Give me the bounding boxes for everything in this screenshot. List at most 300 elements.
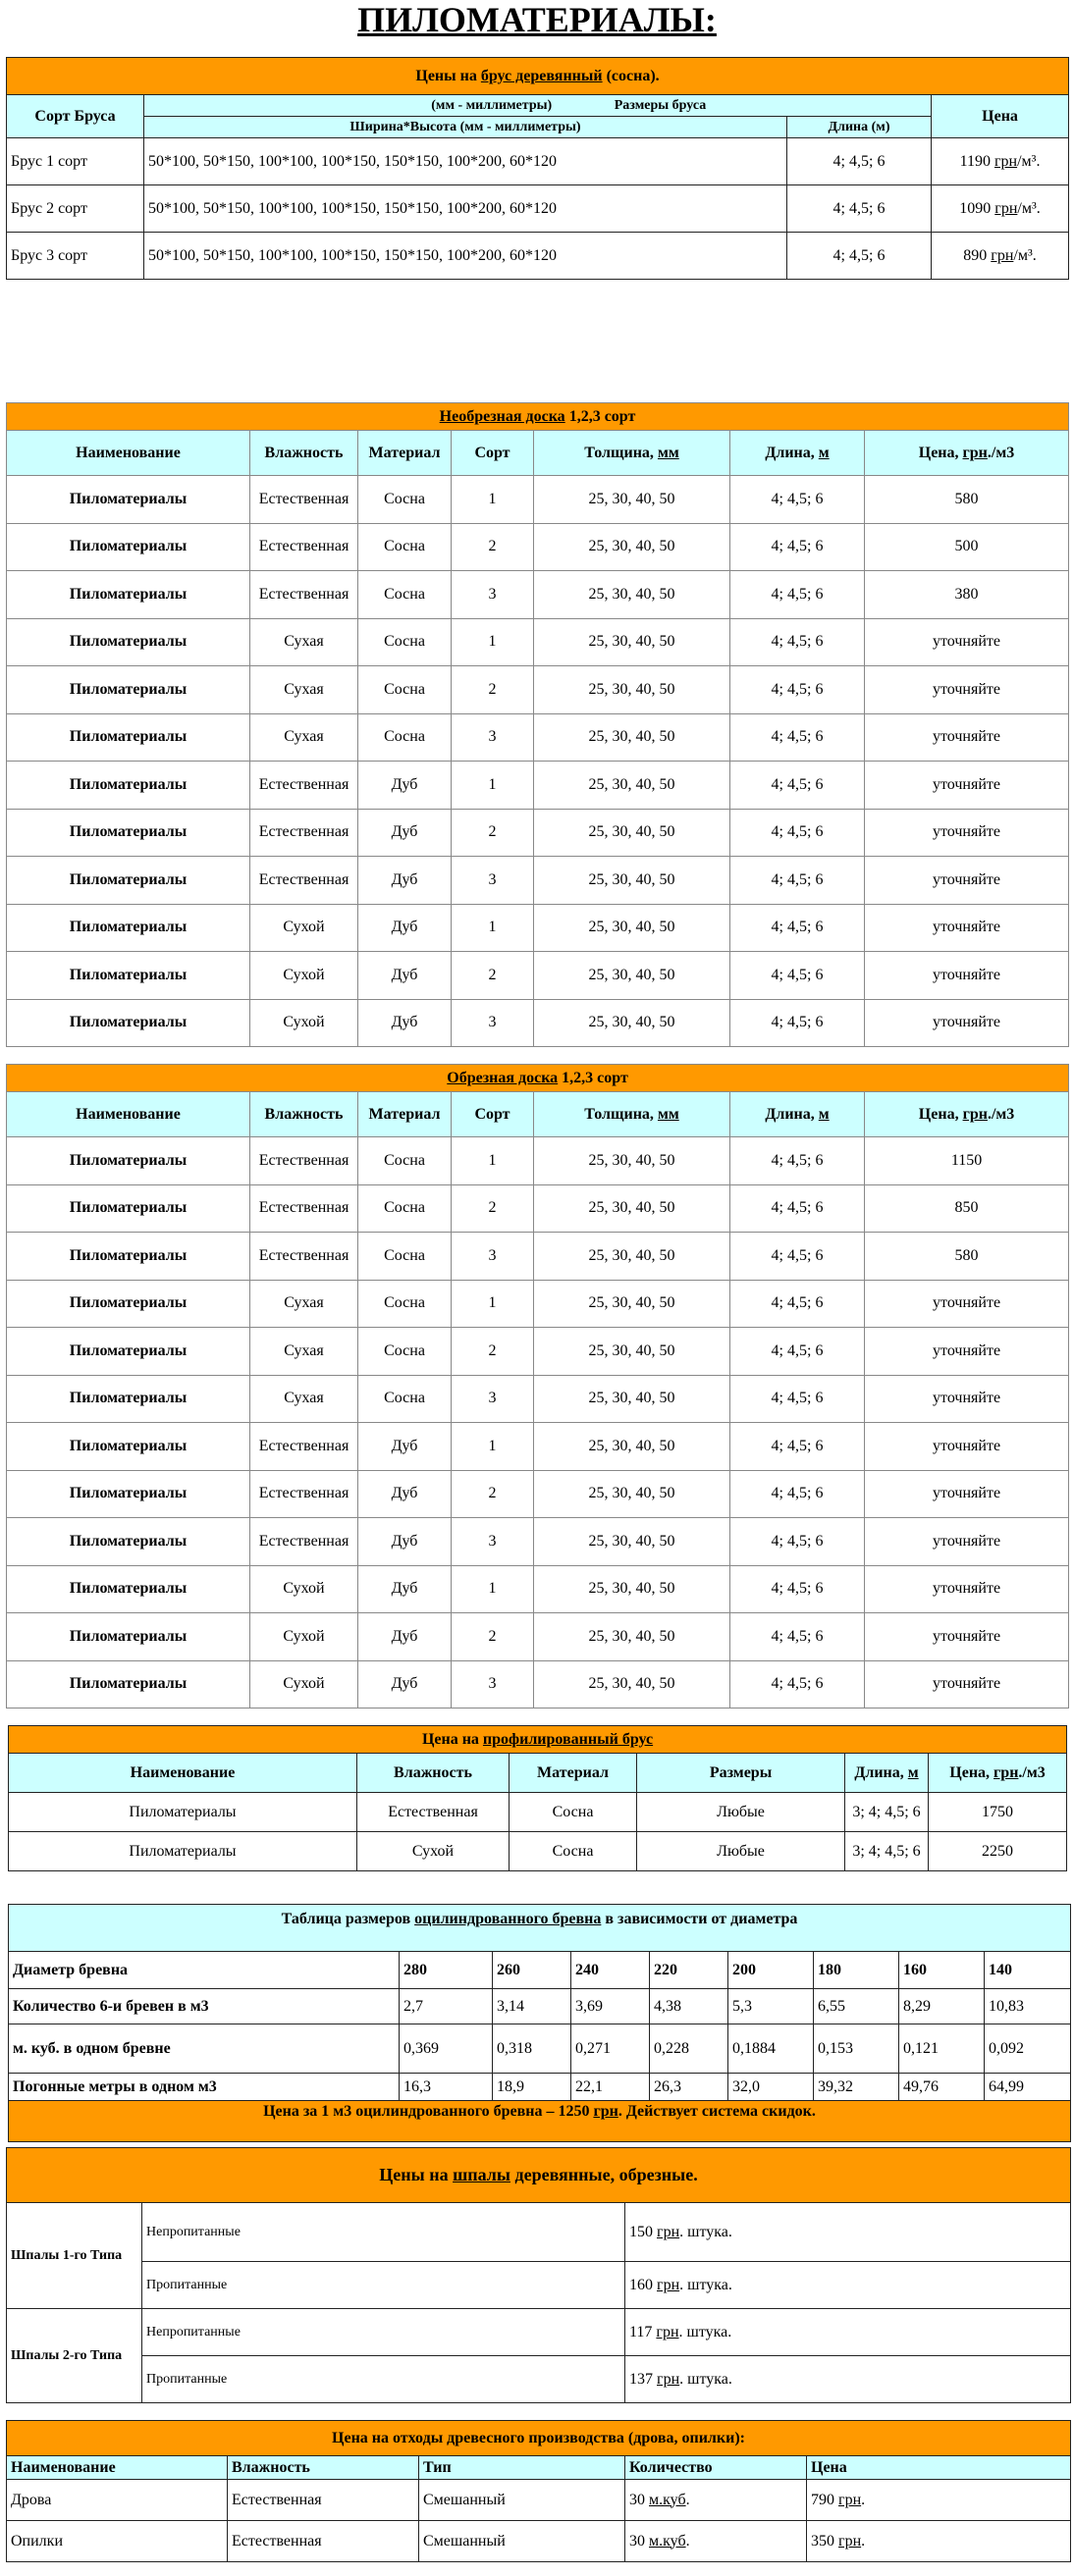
unedged-board-table xyxy=(6,402,1069,1047)
value-cell: 0,318 xyxy=(493,2024,571,2074)
table-row xyxy=(7,1613,1069,1661)
timber-price-table xyxy=(6,57,1069,280)
name-cell: Опилки xyxy=(7,2521,228,2562)
name-cell: Пиломатериалы xyxy=(7,713,250,762)
length-cell: 4; 4,5; 6 xyxy=(730,666,865,714)
table-row xyxy=(7,233,1069,280)
sort-cell: 3 xyxy=(452,999,534,1047)
length-cell: 4; 4,5; 6 xyxy=(730,952,865,1000)
sort-cell: 2 xyxy=(452,666,534,714)
value-cell: 39,32 xyxy=(814,2074,899,2101)
header-length: Длина, м xyxy=(730,431,865,476)
header-material: Материал xyxy=(358,431,452,476)
table-row xyxy=(7,2521,1071,2562)
waste-caption: Цена на отходы древесного производства (дрова, опилки): xyxy=(7,2421,1071,2456)
price-cell: уточняйте xyxy=(865,809,1069,857)
diameter-value: 160 xyxy=(899,1952,985,1989)
sort-cell: 2 xyxy=(452,1184,534,1233)
material-cell: Дуб xyxy=(358,904,452,952)
quantity-unit-link[interactable]: м.куб xyxy=(649,2532,686,2550)
header-price-link[interactable]: грн xyxy=(962,444,988,461)
sort-cell: 3 xyxy=(452,1660,534,1709)
length-cell: 4; 4,5; 6 xyxy=(730,1137,865,1185)
price-cell: уточняйте xyxy=(865,1470,1069,1518)
material-cell: Дуб xyxy=(358,1423,452,1471)
humidity-cell: Естественная xyxy=(250,1423,358,1471)
table-row xyxy=(7,1470,1069,1518)
header-name: Наименование xyxy=(7,2456,228,2480)
header-price: Цена, грн./м3 xyxy=(929,1754,1067,1793)
sort-cell: Брус 1 сорт xyxy=(7,138,144,185)
price-cell: 580 xyxy=(865,1233,1069,1281)
humidity-cell: Естественная xyxy=(250,762,358,810)
type-cell: Смешанный xyxy=(419,2521,625,2562)
sleeper-price: 117 грн. штука. xyxy=(625,2309,1071,2356)
length-cell: 4; 4,5; 6 xyxy=(730,1328,865,1376)
edged-caption-link[interactable]: Обрезная доска xyxy=(447,1069,559,1086)
sleeper-type: Шпалы 1-го Типа xyxy=(7,2203,142,2309)
humidity-cell: Сухой xyxy=(250,1565,358,1613)
humidity-cell: Естественная xyxy=(228,2521,419,2562)
sort-cell: 1 xyxy=(452,1137,534,1185)
table-row xyxy=(7,857,1069,905)
length-cell: 4; 4,5; 6 xyxy=(730,571,865,619)
value-cell: 0,228 xyxy=(650,2024,728,2074)
humidity-cell: Естественная xyxy=(250,1137,358,1185)
price-cell: уточняйте xyxy=(865,618,1069,666)
sort-cell: 2 xyxy=(452,952,534,1000)
length-cell: 4; 4,5; 6 xyxy=(730,999,865,1047)
currency-link[interactable]: грн xyxy=(656,2323,679,2340)
header-length-link[interactable]: м xyxy=(818,444,830,461)
sort-cell: 2 xyxy=(452,1470,534,1518)
header-thickness-link[interactable]: мм xyxy=(657,444,679,461)
value-cell: 6,55 xyxy=(814,1989,899,2024)
name-cell: Пиломатериалы xyxy=(9,1793,357,1832)
length-cell: 3; 4; 4,5; 6 xyxy=(845,1832,929,1871)
currency-link[interactable]: грн xyxy=(991,246,1014,264)
thickness-cell: 25, 30, 40, 50 xyxy=(534,1613,730,1661)
humidity-cell: Естественная xyxy=(250,1518,358,1566)
length-cell: 4; 4,5; 6 xyxy=(730,1233,865,1281)
material-cell: Сосна xyxy=(358,666,452,714)
header-price-link[interactable]: грн xyxy=(993,1763,1019,1781)
humidity-cell: Естественная xyxy=(250,571,358,619)
price-cell xyxy=(932,138,1069,185)
table-row xyxy=(7,1565,1069,1613)
thickness-cell: 25, 30, 40, 50 xyxy=(534,1518,730,1566)
diameter-value: 240 xyxy=(571,1952,650,1989)
humidity-cell: Естественная xyxy=(250,809,358,857)
sizes-cell: Любые xyxy=(637,1793,845,1832)
thickness-cell: 25, 30, 40, 50 xyxy=(534,1565,730,1613)
sort-cell: 3 xyxy=(452,1375,534,1423)
sort-cell: 3 xyxy=(452,571,534,619)
edged-caption: Обрезная доска 1,2,3 сорт xyxy=(7,1065,1069,1092)
material-cell: Дуб xyxy=(358,762,452,810)
table-row xyxy=(7,904,1069,952)
header-thickness: Толщина, мм xyxy=(534,431,730,476)
material-cell: Сосна xyxy=(358,571,452,619)
header-thickness: Толщина, мм xyxy=(534,1092,730,1137)
value-cell: 0,369 xyxy=(400,2024,493,2074)
value-cell: 49,76 xyxy=(899,2074,985,2101)
length-cell: 4; 4,5; 6 xyxy=(730,1184,865,1233)
header-length: Длина (м) xyxy=(787,117,932,138)
price-value: 1090 xyxy=(959,199,992,217)
header-sort: Сорт xyxy=(452,1092,534,1137)
currency-link[interactable]: грн xyxy=(838,2532,862,2550)
name-cell: Пиломатериалы xyxy=(7,1328,250,1376)
length-cell: 4; 4,5; 6 xyxy=(730,1280,865,1328)
diameter-value: 140 xyxy=(985,1952,1071,1989)
page-title: ПИЛОМАТЕРИАЛЫ: xyxy=(357,0,717,39)
sizes-cell: 50*100, 50*150, 100*100, 100*150, 150*150, 100*200, 60*120 xyxy=(144,138,787,185)
thickness-cell: 25, 30, 40, 50 xyxy=(534,1660,730,1709)
header-length-link[interactable]: м xyxy=(907,1763,919,1781)
sort-cell: 3 xyxy=(452,857,534,905)
table-row xyxy=(7,952,1069,1000)
unit-suffix: /м³. xyxy=(1013,246,1037,264)
header-price: Цена xyxy=(932,95,1069,138)
thickness-cell: 25, 30, 40, 50 xyxy=(534,999,730,1047)
table-row xyxy=(7,1375,1069,1423)
timber-caption-link[interactable]: брус деревянный xyxy=(480,67,603,84)
price-cell: уточняйте xyxy=(865,713,1069,762)
price-cell: уточняйте xyxy=(865,1280,1069,1328)
table-row xyxy=(7,2309,1071,2356)
thickness-cell: 25, 30, 40, 50 xyxy=(534,618,730,666)
sizes-cell: Любые xyxy=(637,1832,845,1871)
table-row xyxy=(7,666,1069,714)
name-cell: Пиломатериалы xyxy=(7,666,250,714)
table-row xyxy=(9,1793,1067,1832)
header-length-link[interactable]: м xyxy=(818,1105,830,1123)
material-cell: Сосна xyxy=(358,618,452,666)
price-cell: уточняйте xyxy=(865,1518,1069,1566)
sleeper-price: 160 грн. штука. xyxy=(625,2262,1071,2309)
material-cell: Сосна xyxy=(358,523,452,571)
header-sizes: (мм - миллиметры) Размеры бруса xyxy=(144,95,932,117)
price-cell: 850 xyxy=(865,1184,1069,1233)
price-cell: уточняйте xyxy=(865,1423,1069,1471)
header-price-link[interactable]: грн xyxy=(962,1105,988,1123)
header-price: Цена, грн./м3 xyxy=(865,431,1069,476)
type-cell: Смешанный xyxy=(419,2480,625,2521)
table-row xyxy=(7,618,1069,666)
humidity-cell: Сухой xyxy=(250,1660,358,1709)
humidity-cell: Естественная xyxy=(250,1184,358,1233)
header-humidity: Влажность xyxy=(250,431,358,476)
thickness-cell: 25, 30, 40, 50 xyxy=(534,857,730,905)
header-sort: Сорт Бруса xyxy=(7,95,144,138)
name-cell: Дрова xyxy=(7,2480,228,2521)
price-cell: уточняйте xyxy=(865,1328,1069,1376)
currency-link[interactable]: грн xyxy=(657,2223,680,2240)
material-cell: Дуб xyxy=(358,952,452,1000)
material-cell: Дуб xyxy=(358,999,452,1047)
value-cell: 4,38 xyxy=(650,1989,728,2024)
length-cell: 4; 4,5; 6 xyxy=(730,1565,865,1613)
value-cell: 16,3 xyxy=(400,2074,493,2101)
currency-link[interactable]: грн xyxy=(838,2491,862,2508)
sort-cell: 1 xyxy=(452,1423,534,1471)
thickness-cell: 25, 30, 40, 50 xyxy=(534,1328,730,1376)
price-value: 1190 xyxy=(959,152,991,170)
sort-cell: 3 xyxy=(452,713,534,762)
header-humidity: Влажность xyxy=(357,1754,510,1793)
sort-cell: 1 xyxy=(452,1280,534,1328)
sleepers-caption-link[interactable]: шпалы xyxy=(453,2165,510,2184)
price-cell: уточняйте xyxy=(865,1613,1069,1661)
material-cell: Сосна xyxy=(510,1793,637,1832)
name-cell: Пиломатериалы xyxy=(7,571,250,619)
value-cell: 18,9 xyxy=(493,2074,571,2101)
diameter-value: 220 xyxy=(650,1952,728,1989)
value-cell: 0,271 xyxy=(571,2024,650,2074)
length-cell: 4; 4,5; 6 xyxy=(787,138,932,185)
table-row xyxy=(9,2074,1071,2101)
thickness-cell: 25, 30, 40, 50 xyxy=(534,1470,730,1518)
currency-link[interactable]: грн xyxy=(994,199,1018,217)
length-cell: 4; 4,5; 6 xyxy=(730,1613,865,1661)
quantity-cell: 30 м.куб. xyxy=(625,2521,807,2562)
sizes-cell: 50*100, 50*150, 100*100, 100*150, 150*150, 100*200, 60*120 xyxy=(144,233,787,280)
table-row xyxy=(7,2480,1071,2521)
humidity-cell: Естественная xyxy=(250,857,358,905)
material-cell: Сосна xyxy=(358,476,452,524)
material-cell: Сосна xyxy=(358,1137,452,1185)
humidity-cell: Сухая xyxy=(250,1328,358,1376)
value-cell: 10,83 xyxy=(985,1989,1071,2024)
price-cell: 2250 xyxy=(929,1832,1067,1871)
sort-cell: 2 xyxy=(452,1328,534,1376)
quantity-unit-link[interactable]: м.куб xyxy=(649,2491,686,2508)
log-caption: Таблица размеров оцилиндрованного бревна в зависимости от диаметра xyxy=(9,1905,1071,1952)
table-row xyxy=(7,1280,1069,1328)
material-cell: Сосна xyxy=(358,1280,452,1328)
thickness-cell: 25, 30, 40, 50 xyxy=(534,1280,730,1328)
name-cell: Пиломатериалы xyxy=(7,476,250,524)
diameter-value: 280 xyxy=(400,1952,493,1989)
header-sizes: Размеры xyxy=(637,1754,845,1793)
length-cell: 4; 4,5; 6 xyxy=(787,185,932,233)
row-label: Количество 6-и бревен в м3 xyxy=(9,1989,400,2024)
table-row xyxy=(7,2356,1071,2403)
sort-cell: 1 xyxy=(452,618,534,666)
thickness-cell: 25, 30, 40, 50 xyxy=(534,1184,730,1233)
thickness-cell: 25, 30, 40, 50 xyxy=(534,904,730,952)
sort-cell: 2 xyxy=(452,523,534,571)
timber-caption: Цены на брус деревянный (сосна). xyxy=(7,58,1069,95)
diameter-value: 260 xyxy=(493,1952,571,1989)
table-row xyxy=(9,2024,1071,2074)
length-cell: 4; 4,5; 6 xyxy=(730,809,865,857)
header-thickness-link[interactable]: мм xyxy=(657,1105,679,1123)
name-cell: Пиломатериалы xyxy=(7,999,250,1047)
value-cell: 3,14 xyxy=(493,1989,571,2024)
sort-cell: 1 xyxy=(452,1565,534,1613)
humidity-cell: Естественная xyxy=(250,1233,358,1281)
name-cell: Пиломатериалы xyxy=(7,1233,250,1281)
diameter-label: Диаметр бревна xyxy=(9,1952,400,1989)
value-cell: 0,092 xyxy=(985,2024,1071,2074)
price-cell: уточняйте xyxy=(865,857,1069,905)
length-cell: 4; 4,5; 6 xyxy=(730,857,865,905)
thickness-cell: 25, 30, 40, 50 xyxy=(534,666,730,714)
diameter-value: 200 xyxy=(728,1952,814,1989)
humidity-cell: Сухой xyxy=(250,904,358,952)
header-humidity: Влажность xyxy=(250,1092,358,1137)
sort-cell: 1 xyxy=(452,904,534,952)
price-cell: 380 xyxy=(865,571,1069,619)
price-cell: 350 грн. xyxy=(807,2521,1071,2562)
diameter-value: 180 xyxy=(814,1952,899,1989)
sizes-cell: 50*100, 50*150, 100*100, 100*150, 150*150, 100*200, 60*120 xyxy=(144,185,787,233)
table-row xyxy=(7,185,1069,233)
material-cell: Дуб xyxy=(358,1518,452,1566)
profiled-brus-table xyxy=(8,1725,1067,1871)
unit-suffix: /м³. xyxy=(1017,152,1041,170)
header-quantity: Количество xyxy=(625,2456,807,2480)
material-cell: Дуб xyxy=(358,857,452,905)
table-row xyxy=(7,1423,1069,1471)
length-cell: 4; 4,5; 6 xyxy=(730,904,865,952)
table-row xyxy=(7,1328,1069,1376)
humidity-cell: Естественная xyxy=(250,523,358,571)
quantity-cell: 30 м.куб. xyxy=(625,2480,807,2521)
log-price-note: Цена за 1 м3 оцилиндрованного бревна – 1250 грн. Действует система скидок. xyxy=(9,2101,1071,2142)
material-cell: Дуб xyxy=(358,1470,452,1518)
thickness-cell: 25, 30, 40, 50 xyxy=(534,476,730,524)
value-cell: 0,1884 xyxy=(728,2024,814,2074)
profiled-caption-link[interactable]: профилированный брус xyxy=(482,1730,654,1748)
length-cell: 4; 4,5; 6 xyxy=(730,523,865,571)
profiled-header-row xyxy=(9,1754,1067,1793)
name-cell: Пиломатериалы xyxy=(7,1613,250,1661)
value-cell: 26,3 xyxy=(650,2074,728,2101)
log-caption-link[interactable]: оцилиндрованного бревна xyxy=(414,1911,602,1927)
name-cell: Пиломатериалы xyxy=(7,857,250,905)
sleeper-treatment: Пропитанные xyxy=(142,2356,625,2403)
thickness-cell: 25, 30, 40, 50 xyxy=(534,809,730,857)
unedged-caption: Необрезная доска 1,2,3 сорт xyxy=(7,403,1069,431)
name-cell: Пиломатериалы xyxy=(7,1470,250,1518)
sort-cell: 1 xyxy=(452,762,534,810)
sort-cell: 2 xyxy=(452,1613,534,1661)
material-cell: Дуб xyxy=(358,1613,452,1661)
sort-cell: 3 xyxy=(452,1233,534,1281)
price-cell: уточняйте xyxy=(865,666,1069,714)
header-width-height: Ширина*Высота (мм - миллиметры) xyxy=(144,117,787,138)
name-cell: Пиломатериалы xyxy=(7,523,250,571)
price-cell: уточняйте xyxy=(865,1375,1069,1423)
waste-table xyxy=(6,2420,1071,2562)
table-row xyxy=(7,476,1069,524)
table-caption-row xyxy=(7,58,1069,95)
thickness-cell: 25, 30, 40, 50 xyxy=(534,762,730,810)
material-cell: Сосна xyxy=(358,1375,452,1423)
length-cell: 4; 4,5; 6 xyxy=(730,1470,865,1518)
humidity-cell: Сухая xyxy=(250,1375,358,1423)
header-price: Цена xyxy=(807,2456,1071,2480)
table-row xyxy=(7,809,1069,857)
length-cell: 4; 4,5; 6 xyxy=(730,618,865,666)
currency-link[interactable]: грн xyxy=(657,2370,680,2388)
sleeper-treatment: Пропитанные xyxy=(142,2262,625,2309)
table-row xyxy=(7,762,1069,810)
header-length: Длина, м xyxy=(730,1092,865,1137)
value-cell: 0,153 xyxy=(814,2024,899,2074)
humidity-cell: Естественная xyxy=(250,1470,358,1518)
sort-cell: 3 xyxy=(452,1518,534,1566)
table-row xyxy=(9,1989,1071,2024)
sort-cell: 2 xyxy=(452,809,534,857)
header-sort: Сорт xyxy=(452,431,534,476)
unedged-caption-link[interactable]: Необрезная доска xyxy=(439,407,565,425)
sort-cell: 1 xyxy=(452,476,534,524)
header-price: Цена, грн./м3 xyxy=(865,1092,1069,1137)
price-cell: уточняйте xyxy=(865,1660,1069,1709)
value-cell: 8,29 xyxy=(899,1989,985,2024)
humidity-cell: Сухой xyxy=(250,1613,358,1661)
row-label: м. куб. в одном бревне xyxy=(9,2024,400,2074)
sleeper-treatment: Непропитанные xyxy=(142,2203,625,2262)
length-cell: 4; 4,5; 6 xyxy=(730,1660,865,1709)
table-row xyxy=(7,1184,1069,1233)
length-cell: 3; 4; 4,5; 6 xyxy=(845,1793,929,1832)
humidity-cell: Естественная xyxy=(250,476,358,524)
material-cell: Дуб xyxy=(358,809,452,857)
humidity-cell: Сухая xyxy=(250,666,358,714)
humidity-cell: Сухой xyxy=(250,999,358,1047)
header-type: Тип xyxy=(419,2456,625,2480)
table-row xyxy=(7,1137,1069,1185)
name-cell: Пиломатериалы xyxy=(9,1832,357,1871)
header-name: Наименование xyxy=(9,1754,357,1793)
name-cell: Пиломатериалы xyxy=(7,1518,250,1566)
material-cell: Сосна xyxy=(358,1233,452,1281)
sleeper-price: 137 грн. штука. xyxy=(625,2356,1071,2403)
currency-link[interactable]: грн xyxy=(657,2276,680,2293)
sleepers-table xyxy=(6,2147,1071,2403)
length-cell: 4; 4,5; 6 xyxy=(730,1423,865,1471)
table-row xyxy=(7,1660,1069,1709)
price-cell: 790 грн. xyxy=(807,2480,1071,2521)
header-length: Длина, м xyxy=(845,1754,929,1793)
header-name: Наименование xyxy=(7,431,250,476)
sleeper-treatment: Непропитанные xyxy=(142,2309,625,2356)
price-value: 890 xyxy=(963,246,988,264)
thickness-cell: 25, 30, 40, 50 xyxy=(534,952,730,1000)
value-cell: 32,0 xyxy=(728,2074,814,2101)
table-row xyxy=(7,713,1069,762)
length-cell: 4; 4,5; 6 xyxy=(730,476,865,524)
name-cell: Пиломатериалы xyxy=(7,952,250,1000)
table-row xyxy=(7,571,1069,619)
length-cell: 4; 4,5; 6 xyxy=(730,1375,865,1423)
table-row xyxy=(7,1518,1069,1566)
log-note-link[interactable]: грн xyxy=(593,2103,618,2120)
currency-link[interactable]: грн xyxy=(993,152,1018,170)
humidity-cell: Сухой xyxy=(357,1832,510,1871)
value-cell: 64,99 xyxy=(985,2074,1071,2101)
price-cell xyxy=(932,185,1069,233)
name-cell: Пиломатериалы xyxy=(7,1375,250,1423)
waste-header-row xyxy=(7,2456,1071,2480)
profiled-caption: Цена на профилированный брус xyxy=(9,1726,1067,1754)
thickness-cell: 25, 30, 40, 50 xyxy=(534,571,730,619)
